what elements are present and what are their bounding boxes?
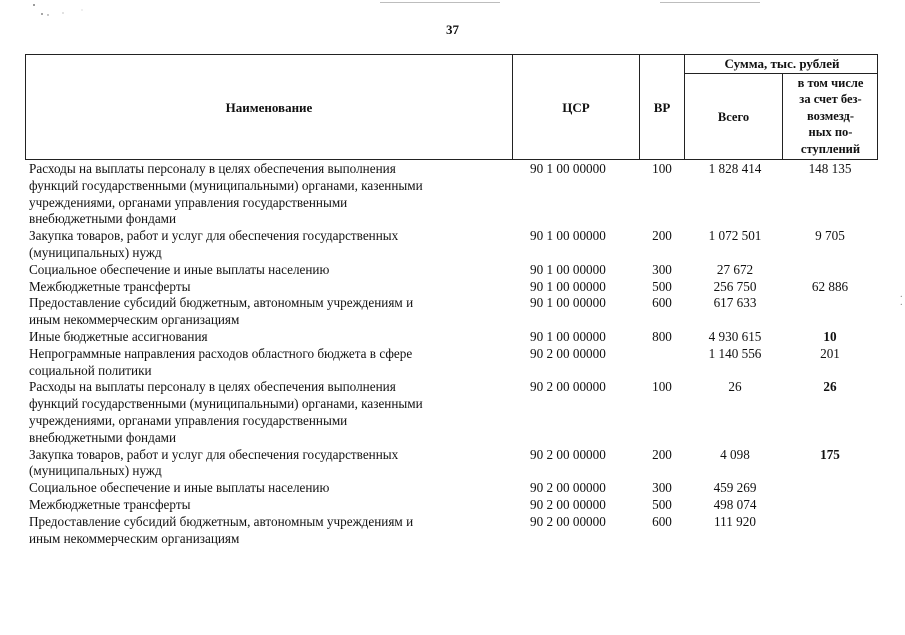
- row-gratis: 148 135: [808, 161, 852, 176]
- row-name-line: Предоставление субсидий бюджетным, автономным учреждениям и: [29, 295, 414, 311]
- row-gratis: 9 705: [815, 228, 845, 244]
- row-name: [29, 161, 499, 228]
- header-gratis-line: ных по-: [808, 125, 853, 140]
- row-csr: 90 2 00 00000: [530, 480, 606, 496]
- header-gratis: [783, 75, 878, 157]
- row-csr: 90 1 00 00000: [530, 278, 606, 294]
- page-number: 37: [446, 22, 459, 37]
- row-total: 1 828 414: [708, 161, 762, 176]
- scan-specks: [30, 2, 90, 18]
- row-name: [29, 514, 499, 548]
- row-csr: 90 2 00 00000: [530, 513, 606, 529]
- row-total: 4 098: [720, 446, 750, 462]
- header-gratis-line: за счет без-: [799, 92, 862, 107]
- row-total: 1 140 556: [708, 345, 762, 361]
- row-name: [29, 447, 499, 481]
- row-name-line: Межбюджетные трансферты: [29, 278, 191, 294]
- row-total: 27 672: [716, 261, 754, 277]
- row-total: 617 633: [713, 295, 757, 311]
- row-gratis: 201: [820, 345, 840, 361]
- row-vr: 500: [652, 497, 672, 512]
- row-name-line: Расходы на выплаты персоналу в целях обеспечения выполнения: [29, 379, 396, 395]
- row-name-line: иным некоммерческим организациям: [29, 312, 240, 328]
- row-name-line: Иные бюджетные ассигнования: [29, 329, 208, 344]
- row-total: 111 920: [714, 513, 756, 529]
- row-name-line: внебюджетными фондами: [29, 429, 177, 445]
- header-sum: Сумма, тыс. рублей: [724, 56, 840, 71]
- row-name-line: Предоставление субсидий бюджетным, автономным учреждениям и: [29, 513, 414, 529]
- row-name-line: (муниципальных) нужд: [29, 463, 162, 479]
- row-csr: 90 1 00 00000: [530, 261, 606, 277]
- row-name: [29, 295, 499, 329]
- row-name-line: функций государственными (муниципальными) органами, казенными: [29, 396, 423, 412]
- row-name-line: Закупка товаров, работ и услуг для обеспечения государственных: [29, 446, 399, 462]
- row-total: 4 930 615: [708, 329, 762, 344]
- row-vr: 100: [652, 161, 672, 176]
- row-total: 256 750: [713, 278, 757, 294]
- row-name-line: Социальное обеспечение и иные выплаты населению: [29, 261, 330, 277]
- header-gratis-line: ступлений: [800, 141, 861, 156]
- row-name: [29, 480, 499, 497]
- row-vr: 600: [652, 295, 672, 311]
- row-name-line: Закупка товаров, работ и услуг для обеспечения государственных: [29, 228, 399, 244]
- row-csr: 90 1 00 00000: [530, 295, 606, 311]
- row-name-line: иным некоммерческим организациям: [29, 530, 240, 546]
- row-name: [29, 279, 499, 296]
- row-name-line: (муниципальных) нужд: [29, 244, 162, 260]
- header-total: Всего: [717, 110, 750, 124]
- row-name-line: Межбюджетные трансферты: [29, 497, 191, 512]
- row-name: [29, 228, 499, 262]
- row-vr: 200: [652, 228, 672, 244]
- scan-edge-mark: ·: [899, 292, 903, 303]
- row-gratis: 10: [823, 329, 837, 344]
- row-name-line: учреждениями, органами управления государственными: [29, 412, 348, 428]
- row-csr: 90 2 00 00000: [530, 446, 606, 462]
- row-csr: 90 1 00 00000: [530, 228, 606, 244]
- row-name: [29, 262, 499, 279]
- header-vr: ВР: [653, 100, 671, 115]
- row-vr: 100: [652, 379, 672, 395]
- header-csr: ЦСР: [562, 100, 590, 115]
- row-gratis: 175: [820, 446, 840, 462]
- row-csr: 90 1 00 00000: [530, 329, 606, 344]
- row-csr: 90 2 00 00000: [530, 379, 606, 395]
- row-name-line: Социальное обеспечение и иные выплаты населению: [29, 480, 330, 496]
- row-name-line: функций государственными (муниципальными) органами, казенными: [29, 177, 423, 193]
- row-csr: 90 1 00 00000: [530, 161, 606, 176]
- scan-edge-line: [380, 2, 500, 3]
- header-gratis-line: в том числе: [797, 76, 864, 90]
- header-divider: [684, 73, 878, 74]
- row-total: 459 269: [713, 480, 757, 496]
- row-name-line: Расходы на выплаты персоналу в целях обеспечения выполнения: [29, 161, 396, 176]
- row-vr: 600: [652, 513, 672, 529]
- row-name-line: внебюджетными фондами: [29, 211, 177, 227]
- scan-edge-mark: ·: [899, 300, 903, 311]
- row-vr: 300: [652, 261, 672, 277]
- row-name: [29, 329, 499, 346]
- row-name: [29, 346, 499, 380]
- row-name-line: Непрограммные направления расходов областного бюджета в сфере: [29, 345, 413, 361]
- row-csr: 90 2 00 00000: [530, 497, 606, 512]
- row-gratis: 62 886: [811, 278, 849, 294]
- row-vr: 800: [652, 329, 672, 344]
- row-vr: 200: [652, 446, 672, 462]
- header-name: Наименование: [225, 100, 313, 115]
- row-name: [29, 379, 499, 446]
- row-vr: 500: [652, 278, 672, 294]
- scan-edge-line: [660, 2, 760, 3]
- row-name-line: учреждениями, органами управления государственными: [29, 194, 348, 210]
- header-gratis-line: возмезд-: [806, 108, 855, 123]
- row-vr: 300: [652, 480, 672, 496]
- row-total: 26: [728, 379, 742, 395]
- row-total: 498 074: [713, 497, 757, 512]
- row-gratis: 26: [823, 379, 837, 395]
- row-name-line: социальной политики: [29, 362, 152, 378]
- row-csr: 90 2 00 00000: [530, 345, 606, 361]
- row-name: [29, 497, 499, 514]
- row-total: 1 072 501: [708, 228, 762, 244]
- table-header: [25, 54, 878, 160]
